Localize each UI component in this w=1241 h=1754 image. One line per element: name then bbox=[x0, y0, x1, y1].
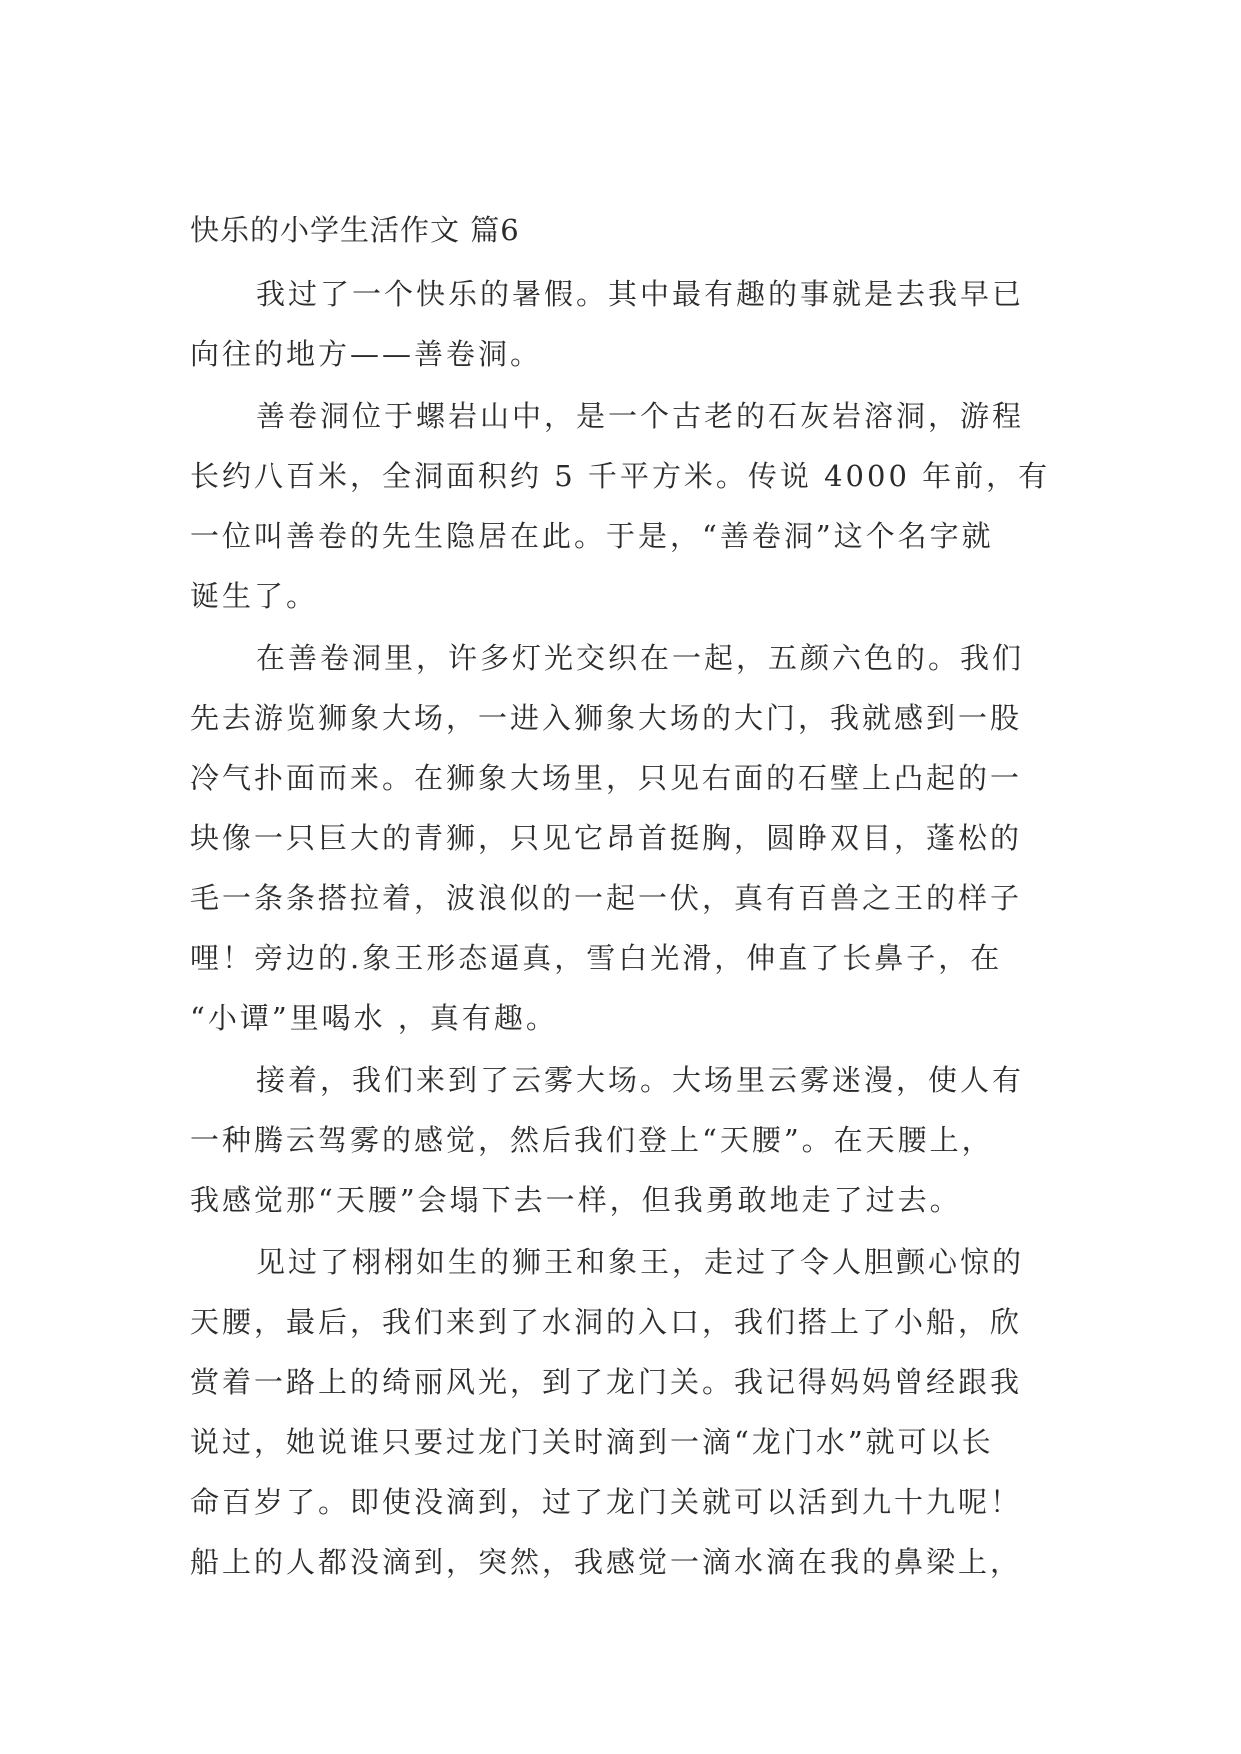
paragraph-line: 哩！旁边的.象王形态逼真，雪白光滑，伸直了长鼻子，在 bbox=[190, 941, 1003, 975]
paragraph-line: 我感觉那“天腰”会塌下去一样，但我勇敢地走了过去。 bbox=[190, 1183, 962, 1217]
paragraph-line: “小谭”里喝水 ，真有趣。 bbox=[190, 1001, 558, 1035]
paragraph-line: 天腰，最后，我们来到了水洞的入口，我们搭上了小船，欣 bbox=[190, 1305, 1023, 1339]
paragraph-line: 一位叫善卷的先生隐居在此。于是，“善卷洞”这个名字就 bbox=[190, 519, 994, 553]
document-body bbox=[190, 200, 1052, 1594]
paragraph-line: 向往的地方——善卷洞。 bbox=[190, 337, 543, 371]
paragraph-1 bbox=[190, 264, 1052, 384]
paragraph-line: 接着，我们来到了云雾大场。大场里云雾迷漫，使人有 bbox=[256, 1063, 1025, 1097]
paragraph-line: 块像一只巨大的青狮，只见它昂首挺胸，圆睁双目，蓬松的 bbox=[190, 821, 1023, 855]
paragraph-5 bbox=[190, 1232, 1052, 1592]
paragraph-2 bbox=[190, 386, 1052, 626]
paragraph-4 bbox=[190, 1050, 1052, 1230]
paragraph-line: 命百岁了。即使没滴到，过了龙门关就可以活到九十九呢！ bbox=[190, 1485, 1023, 1519]
paragraph-line: 在善卷洞里，许多灯光交织在一起，五颜六色的。我们 bbox=[256, 641, 1025, 675]
paragraph-line: 一种腾云驾雾的感觉，然后我们登上“天腰”。在天腰上， bbox=[190, 1123, 994, 1157]
essay-title: 快乐的小学生活作文 篇6 bbox=[190, 213, 520, 247]
paragraph-line: 船上的人都没滴到，突然，我感觉一滴水滴在我的鼻梁上， bbox=[190, 1545, 1023, 1579]
paragraph-line: 赏着一路上的绮丽风光，到了龙门关。我记得妈妈曾经跟我 bbox=[190, 1365, 1023, 1399]
paragraph-line: 毛一条条搭拉着，波浪似的一起一伏，真有百兽之王的样子 bbox=[190, 881, 1023, 915]
paragraph-line: 长约八百米，全洞面积约 5 千平方米。传说 4000 年前，有 bbox=[190, 459, 1051, 493]
paragraph-3 bbox=[190, 628, 1052, 1048]
paragraph-line: 我过了一个快乐的暑假。其中最有趣的事就是去我早已 bbox=[256, 277, 1025, 311]
paragraph-line: 诞生了。 bbox=[190, 579, 319, 613]
paragraph-line: 说过，她说谁只要过龙门关时滴到一滴“龙门水”就可以长 bbox=[190, 1425, 994, 1459]
paragraph-line: 见过了栩栩如生的狮王和象王，走过了令人胆颤心惊的 bbox=[256, 1245, 1025, 1279]
paragraph-line: 善卷洞位于螺岩山中，是一个古老的石灰岩溶洞，游程 bbox=[256, 399, 1025, 433]
paragraph-line: 冷气扑面而来。在狮象大场里，只见右面的石壁上凸起的一 bbox=[190, 761, 1023, 795]
paragraph-line: 先去游览狮象大场，一进入狮象大场的大门，我就感到一股 bbox=[190, 701, 1023, 735]
